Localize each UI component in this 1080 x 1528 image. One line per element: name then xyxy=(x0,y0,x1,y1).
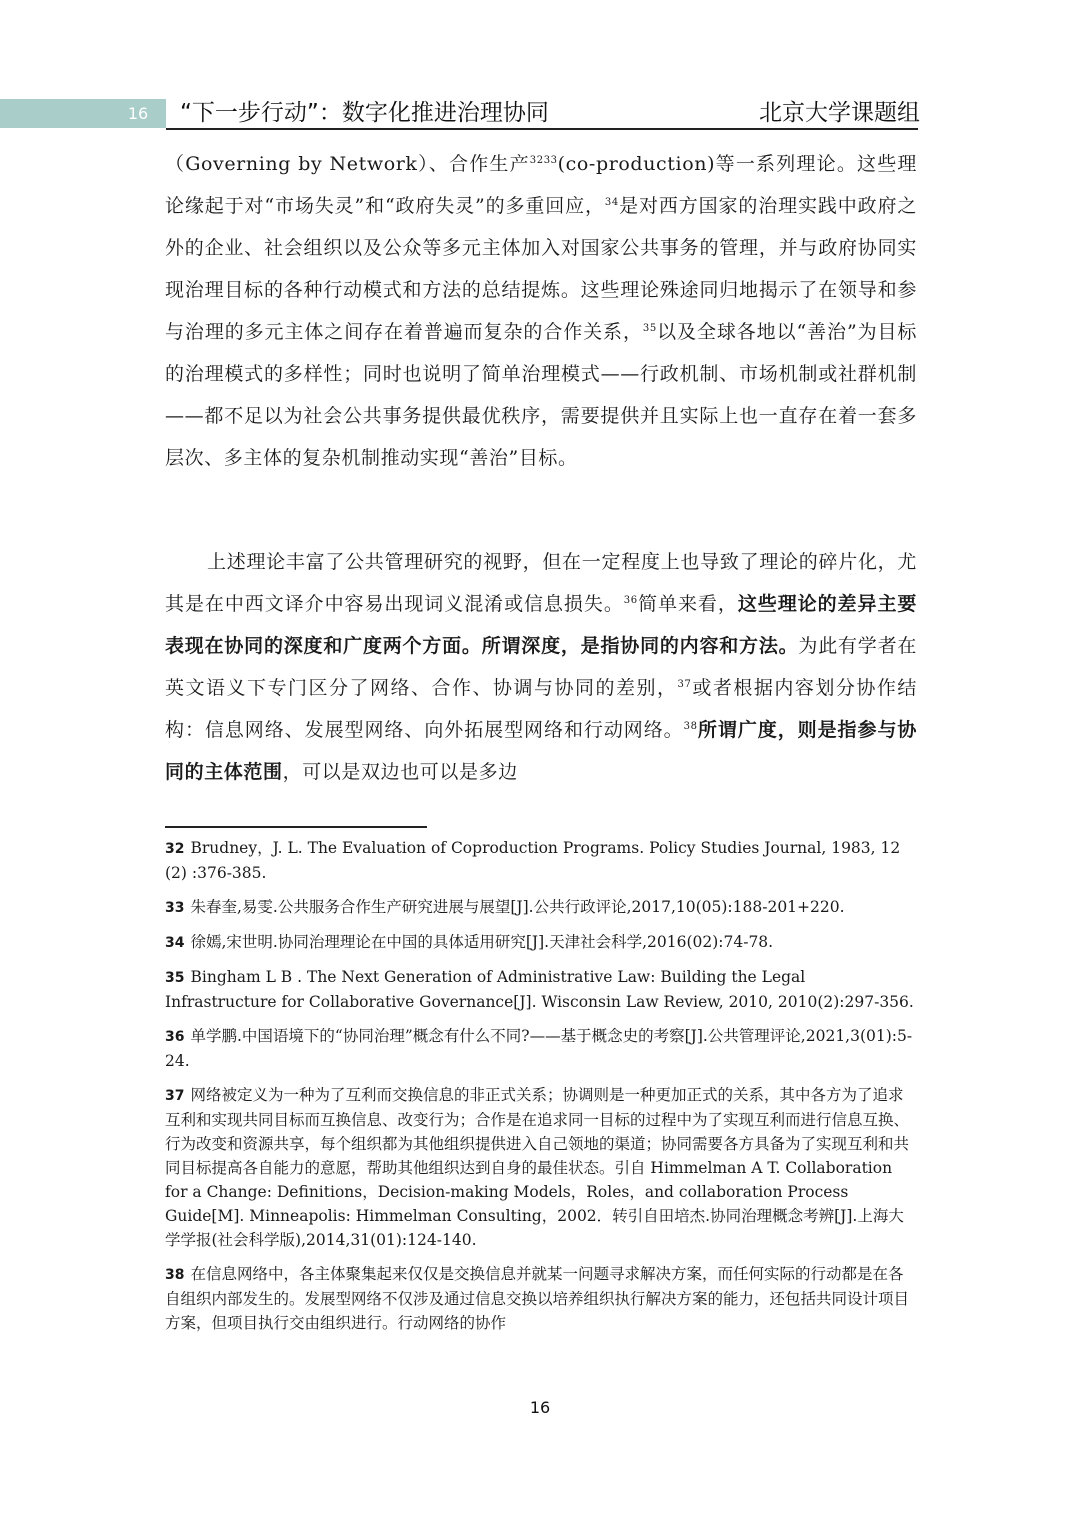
footnote-37: 37 网络被定义为一种为了互利而交换信息的非正式关系；协调则是一种更加正式的关系，其中各方为了追求互利和实现共同目标而互换信息、改变行为；合作是在追求同一目标的过程中为了实现互利而进行信息互换、行为改变和资源共享，每个组织都为其他组织提供进入自己领地的渠道；协同需要各方具备为了实现互利和共同目标提高各自能力的意愿，帮助其他组织达到自身的最佳状态。引自 Himmelman A T. Collaboration for a Change: Definitions，Decision-making Models，Roles，and collaboration Process Guide[M]. Minneapolis: Himmelman Consulting，2002．转引自田培杰.协同治理概念考辨[J].上海大学学报(社会科学版),2014,31(01):124-140. xyxy=(165,1086,910,1249)
header-page-number: 16 xyxy=(127,104,149,123)
footnote-ref[interactable]: 3233 xyxy=(529,155,558,166)
paragraph-1: （Governing by Network）、合作生产$^{3233}$(co-production)等一系列理论。这些理论缘起于对“市场失灵”和“政府失灵”的多重回应，$^{34}$是对西方国家的治理实践中政府之外的企业、社会组织以及公众等多元主体加入对国家公共事务的管理，并与政府协同实现治理目标的各种行动模式和方法的总结提炼。这些理论殊途同归地揭示了在领导和参与治理的多元主体之间存在着普遍而复杂的合作关系，$^{35}$以及全球各地以“善治”为目标的治理模式的多样性；同时也说明了简单治理模式——行政机制、市场机制或社群机制——都不足以为社会公共事务提供最优秩序，需要提供并且实际上也一直存在着一套多层次、多主体的复杂机制推动实现“善治”目标。 xyxy=(165,153,917,469)
bold-emphasis: 所谓广度，则是指参与协同的主体范围 xyxy=(165,719,917,783)
running-title: “下一步行动”：数字化推进治理协同 xyxy=(180,100,549,126)
paragraph-2: 上述理论丰富了公共管理研究的视野，但在一定程度上也导致了理论的碎片化，尤其是在中西文译介中容易出现词义混淆或信息损失。$^{36}$简单来看，这些理论的差异主要表现在协同的深度和广度两个方面。所谓深度，是指协同的内容和方法。为此有学者在英文语义下专门区分了网络、合作、协调与协同的差别，$^{37}$或者根据内容划分协作结构：信息网络、发展型网络、向外拓展型网络和行动网络。$^{38}$所谓广度，则是指参与协同的主体范围，可以是双边也可以是多边 xyxy=(165,551,917,783)
footnote-33: 33 朱春奎,易雯.公共服务合作生产研究进展与展望[J].公共行政评论,2017,10(05):188-201+220. xyxy=(165,898,845,916)
footnote-34: 34 徐嫣,宋世明.协同治理理论在中国的具体适用研究[J].天津社会科学,2016(02):74-78. xyxy=(165,933,774,951)
footnote-38: 38 在信息网络中，各主体聚集起来仅仅是交换信息并就某一问题寻求解决方案，而任何实际的行动都是在各自组织内部发生的。发展型网络不仅涉及通过信息交换以培养组织执行解决方案的能力，还包括共同设计项目方案，但项目执行交由组织进行。行动网络的协作 xyxy=(165,1265,910,1332)
footnote-separator xyxy=(165,826,427,828)
footer-page-number: 16 xyxy=(529,1398,551,1417)
footnote-35: 35 Bingham L B . The Next Generation of Administrative Law: Building the Legal Infrastructure for Collaborative Governance[J]. Wisconsin Law Review, 2010, 2010(2):297-356. xyxy=(165,968,914,1011)
footnote-36: 36 单学鹏.中国语境下的“协同治理”概念有什么不同?——基于概念史的考察[J].公共管理评论,2021,3(01):5-24. xyxy=(165,1027,913,1070)
footnote-ref[interactable]: 36 xyxy=(623,595,638,606)
footnote-ref[interactable]: 34 xyxy=(604,197,619,208)
header-rule xyxy=(166,128,918,130)
footnote-ref[interactable]: 35 xyxy=(642,323,657,334)
bold-emphasis: 这些理论的差异主要表现在协同的深度和广度两个方面。所谓深度，是指协同的内容和方法。 xyxy=(165,593,917,657)
footnotes xyxy=(165,836,917,1345)
running-org: 北京大学课题组 xyxy=(759,100,920,126)
footnote-ref[interactable]: 38 xyxy=(683,721,698,732)
footnote-32: 32 Brudney，J. L. The Evaluation of Coproduction Programs. Policy Studies Journal, 1983, 12 (2) :376-385. xyxy=(165,839,901,882)
footnote-ref[interactable]: 37 xyxy=(677,679,692,690)
